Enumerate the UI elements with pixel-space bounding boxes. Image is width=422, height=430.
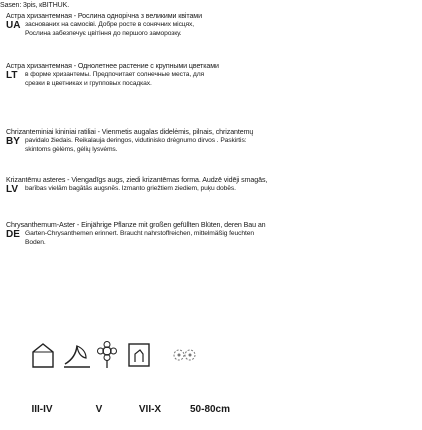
description-lt [6, 62, 418, 88]
description-line: barības vielām bagātās augsnēs. Izmanto griežtiem ziediem, puķu dobēs. [25, 185, 236, 192]
spacing-icon [170, 340, 200, 370]
flower-icon [94, 340, 124, 370]
description-by [6, 128, 418, 154]
description-first-line: Астра хризантемная - Однолетнее растение с крупными цветками [6, 62, 219, 70]
description-line: pavidalo žiedais. Reikalauja deringos, vidutinisko drėgnumo dirvos . Paskirtis: [25, 137, 247, 144]
description-first-line: Chrysanthemum-Aster - Einjährige Pflanze mit großen gefüllten Blüten, deren Bau an [6, 221, 266, 229]
flowering-period: VII-X [138, 404, 162, 415]
description-line: заснованих на самосіві. Добре росте в сонячних місцях, [25, 21, 195, 28]
description-lv [6, 176, 418, 194]
description-first-line: Krizantēmu asteres - Viengadīgs augs, ziedi krizantēmas forma. Audzē vidēji smagās, [6, 176, 268, 184]
description-de [6, 221, 418, 247]
header-line: Sasen: 3pis, кBITHUK. [0, 2, 70, 9]
description-first-line: Chrizanteminiai kininiai ratiliai - Vienmetis augalas didelėmis, pilnais, chrizantemų [6, 128, 254, 136]
description-line: Boden. [25, 238, 46, 246]
language-code: LT [6, 70, 18, 81]
description-line: в форме хризантемы. Предпочитает солнечные места, для [25, 71, 205, 78]
language-code: LV [6, 184, 19, 195]
description-line: skintoms gėlėms, gėlių lysvėms. [25, 145, 118, 153]
language-code: UA [6, 20, 21, 31]
plant-height: 50-80cm [189, 404, 231, 415]
description-ua [6, 12, 418, 38]
description-line: Garten-Chrysanthemen erinnert. Braucht nahrstoffreichen, mittelmäßig feuchten [25, 230, 254, 237]
seedling-icon [62, 340, 92, 370]
description-line: Рослина забезпечує цвітіння до першого заморозку. [25, 29, 182, 37]
language-code: DE [6, 229, 20, 240]
description-line: срезки в цветниках и групповых посадках. [25, 79, 152, 87]
language-code: BY [6, 136, 20, 147]
seed-bag-icon [28, 340, 58, 370]
vase-icon [126, 340, 156, 370]
planting-period: V [95, 404, 103, 415]
description-first-line: Астра хризантемная - Рослина однорічна з великими квітами [6, 12, 202, 20]
sowing-period: III-IV [31, 404, 53, 415]
